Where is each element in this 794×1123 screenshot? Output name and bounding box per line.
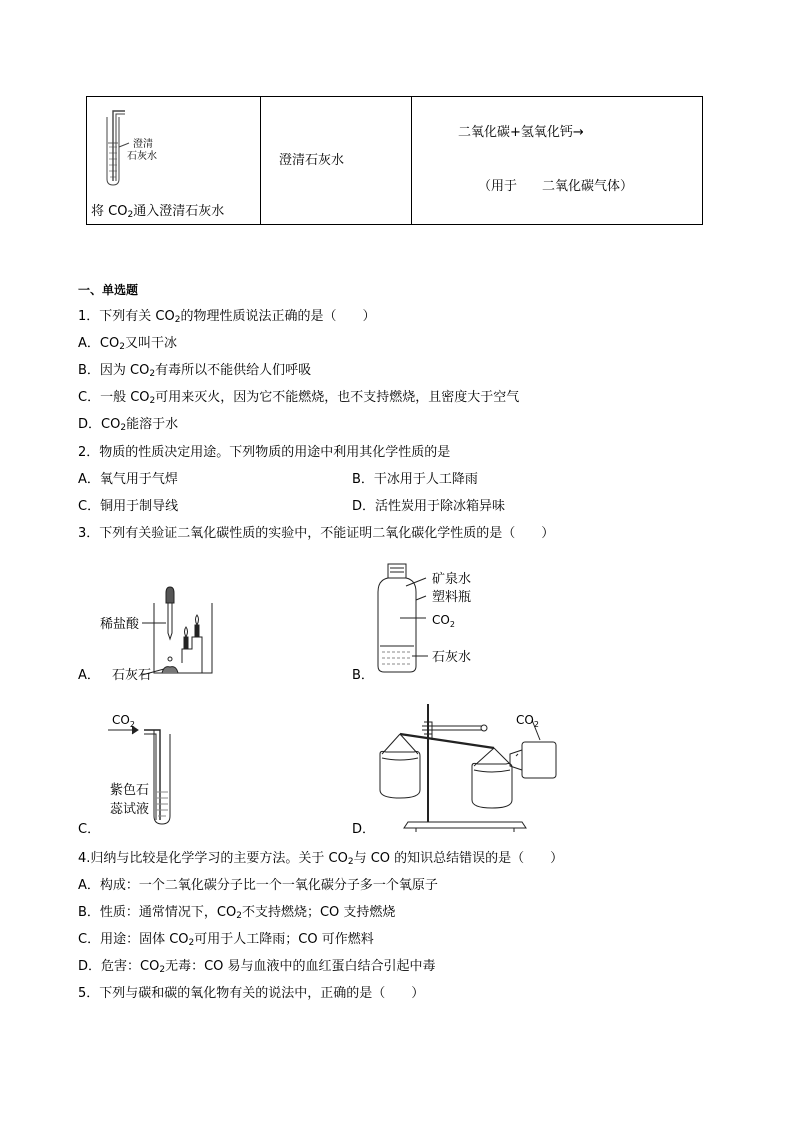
text: 能溶于水	[126, 417, 179, 432]
q3-option-b-letter: B．	[352, 668, 374, 683]
text: A．CO	[78, 336, 120, 351]
sub: 2	[119, 342, 125, 352]
figure-b-plastic-bottle	[370, 560, 490, 685]
section-title: 一、单选题	[78, 283, 139, 297]
label-co2	[112, 713, 135, 729]
q1-option-a	[78, 336, 177, 355]
text: 可用来灭火，因为它不能燃烧，也不支持燃烧，且密度大于空气	[155, 390, 520, 405]
q4-option-a: A．构成：一个二氧化碳分子比一个一氧化碳分子多一个氧原子	[78, 878, 438, 893]
label-limestone: 石灰石	[112, 668, 152, 683]
figure-d-balance	[372, 700, 562, 834]
arrow-icon: →	[572, 125, 584, 140]
caption-text: 将 CO	[91, 204, 128, 219]
limewater-label-top: 澄清	[133, 139, 153, 150]
equation-text: 二氧化碳+氢氧化钙	[458, 125, 573, 140]
text: 可用于人工降雨；CO 可作燃料	[194, 932, 374, 947]
co2-sub: 2	[533, 720, 539, 729]
cell3-equation	[458, 121, 584, 140]
q3-option-c-letter: C．	[78, 822, 101, 837]
label-plastic-bottle: 塑料瓶	[432, 590, 472, 605]
q2-option-b: B．干冰用于人工降雨	[352, 472, 478, 487]
co2-text: CO	[432, 613, 450, 627]
q4-option-b	[78, 905, 395, 924]
co2-sub: 2	[129, 720, 135, 729]
q5-stem: 5．下列与碳和碳的氧化物有关的说法中，正确的是（ ）	[78, 986, 425, 1001]
text: D．CO	[78, 417, 121, 432]
figure-a-acid-limestone	[98, 585, 218, 685]
text: D．危害：CO	[78, 959, 160, 974]
label-limewater: 石灰水	[432, 650, 472, 665]
label-acid: 稀盐酸	[100, 617, 140, 632]
limewater-label-bottom: 石灰水	[127, 151, 157, 162]
sub: 2	[149, 369, 156, 379]
text: C．用途：固体 CO	[78, 932, 189, 947]
text: C．一般 CO	[78, 390, 150, 405]
cell3-usage-a: （用于	[478, 179, 518, 194]
text: 的物理性质说法正确的是（ ）	[180, 309, 376, 324]
q4-option-d	[78, 959, 436, 978]
text: 与 CO 的知识总结错误的是（ ）	[353, 851, 564, 866]
co2-text: CO	[112, 713, 130, 727]
q2-option-d: D．活性炭用于除冰箱异味	[352, 499, 506, 514]
sub: 2	[188, 938, 195, 948]
sub: 2	[159, 965, 166, 975]
summary-table	[86, 96, 703, 225]
label-co2	[432, 613, 455, 629]
q1-option-d	[78, 417, 178, 436]
cell1-caption	[91, 200, 224, 220]
q1-option-b	[78, 363, 311, 382]
sub: 2	[174, 315, 181, 325]
q4-stem	[78, 851, 563, 870]
q1-stem	[78, 309, 375, 328]
label-litmus-1: 紫色石	[110, 783, 150, 798]
caption-text: 通入澄清石灰水	[133, 204, 225, 219]
text: B．因为 CO	[78, 363, 150, 378]
q1-option-c	[78, 390, 519, 409]
text: 又叫干冰	[124, 336, 177, 351]
q3-option-a-letter: A．	[78, 668, 100, 683]
label-litmus-2: 蕊试液	[110, 802, 150, 817]
table-divider	[260, 97, 261, 224]
label-co2	[516, 713, 539, 729]
caption-sub: 2	[127, 210, 134, 220]
label-mineral-water: 矿泉水	[432, 572, 472, 587]
text: 有毒所以不能供给人们呼吸	[155, 363, 312, 378]
sub: 2	[347, 857, 354, 867]
q2-option-c: C．铜用于制导线	[78, 499, 179, 514]
text: B．性质：通常情况下，CO	[78, 905, 237, 920]
figure-c-litmus	[104, 712, 194, 827]
co2-sub: 2	[449, 620, 455, 629]
q2-option-a: A．氧气用于气焊	[78, 472, 178, 487]
text: 4.归纳与比较是化学学习的主要方法。关于 CO	[78, 851, 348, 866]
sub: 2	[120, 423, 127, 433]
co2-into-limewater-figure	[93, 103, 183, 187]
co2-text: CO	[516, 713, 534, 727]
q3-stem: 3．下列有关验证二氧化碳性质的实验中，不能证明二氧化碳化学性质的是（ ）	[78, 526, 555, 541]
text: 1．下列有关 CO	[78, 309, 175, 324]
q2-stem: 2．物质的性质决定用途。下列物质的用途中利用其化学性质的是	[78, 445, 451, 460]
sub: 2	[236, 911, 242, 921]
cell2-text: 澄清石灰水	[279, 153, 345, 168]
q3-option-d-letter: D．	[352, 822, 376, 837]
text: 不支持燃烧；CO 支持燃烧	[241, 905, 396, 920]
table-divider	[411, 97, 412, 224]
sub: 2	[149, 396, 156, 406]
cell3-usage-b: 二氧化碳气体）	[542, 179, 634, 194]
text: 无毒：CO 易与血液中的血红蛋白结合引起中毒	[165, 959, 436, 974]
q4-option-c	[78, 932, 374, 951]
